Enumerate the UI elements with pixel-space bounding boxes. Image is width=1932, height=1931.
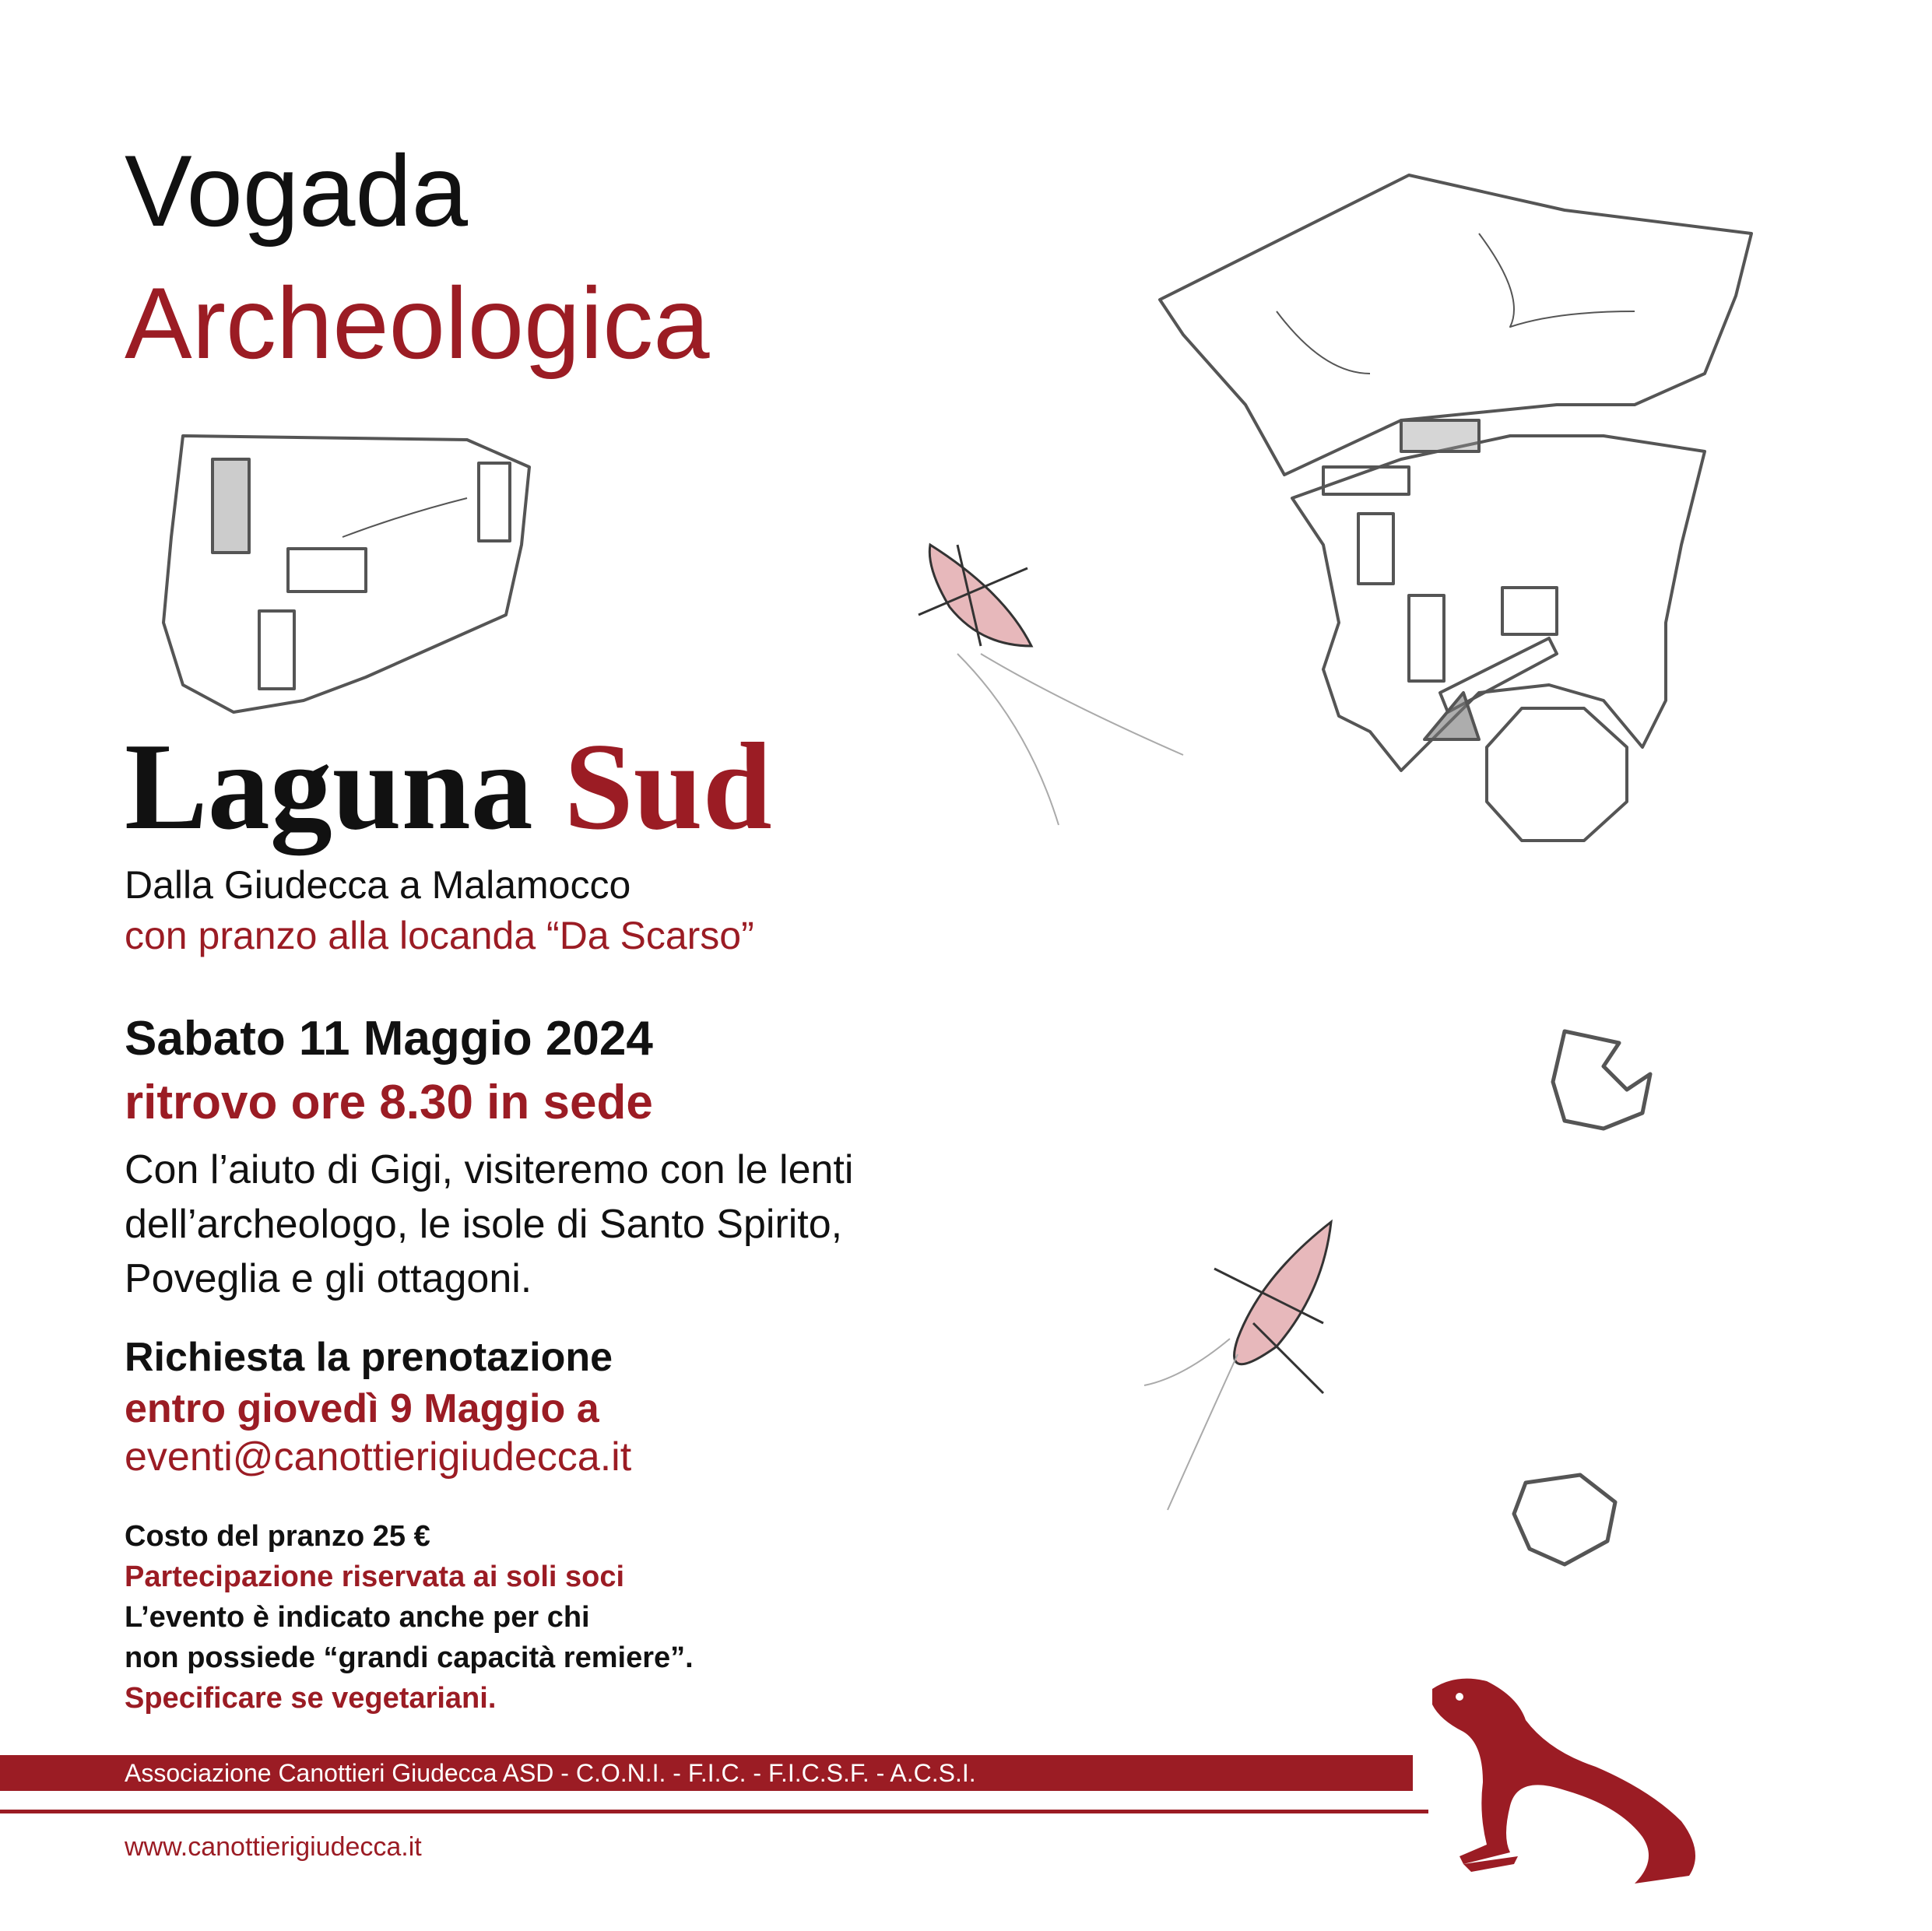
reservation-line-1: Richiesta la prenotazione xyxy=(125,1335,613,1380)
footer-divider xyxy=(0,1810,1428,1813)
description-line-3: Poveglia e gli ottagoni. xyxy=(125,1256,532,1301)
event-date: Sabato 11 Maggio 2024 xyxy=(125,1012,653,1066)
footer-association: Associazione Canottieri Giudecca ASD - C.O.N.I. - F.I.C. - F.I.C.S.F. - A.C.S.I. xyxy=(125,1759,976,1787)
description-line-2: dell’archeologo, le isole di Santo Spirito, xyxy=(125,1202,843,1247)
island-building-1 xyxy=(213,459,249,553)
island-building-3 xyxy=(288,549,366,592)
note-line-3: L’evento è indicato anche per chi xyxy=(125,1601,590,1634)
reservation-line-2: entro giovedì 9 Maggio a xyxy=(125,1386,599,1431)
island-building-4 xyxy=(259,611,294,689)
island-building-8 xyxy=(1409,595,1444,681)
island-inner-lines xyxy=(1277,233,1635,374)
island-shore-line xyxy=(342,498,467,537)
octagon-fort-outline xyxy=(1487,708,1627,841)
note-vegetarian: Specificare se vegetariani. xyxy=(125,1682,497,1715)
website-link[interactable]: www.canottierigiudecca.it xyxy=(125,1832,422,1862)
island-building-9 xyxy=(1502,588,1557,634)
note-members: Partecipazione riservata ai soli soci xyxy=(125,1561,625,1593)
title-line-2: Archeologica xyxy=(125,266,710,380)
meeting-time: ritrovo ore 8.30 in sede xyxy=(125,1076,653,1129)
seal-logo-icon xyxy=(1432,1679,1695,1884)
subtitle-word-1: Laguna xyxy=(125,717,533,855)
subtitle-word-2: Sud xyxy=(564,717,772,855)
route-line-2: con pranzo alla locanda “Da Scarso” xyxy=(125,914,754,957)
rowing-boat-1 xyxy=(919,545,1183,825)
description-line-1: Con l’aiuto di Gigi, visiteremo con le lenti xyxy=(125,1147,854,1192)
note-line-4: non possiede “grandi capacità remiere”. xyxy=(125,1641,694,1674)
note-cost: Costo del pranzo 25 € xyxy=(125,1520,430,1553)
island-poveglia-south-outline xyxy=(1292,436,1705,771)
islet-1 xyxy=(1553,1031,1650,1129)
title-line-1: Vogada xyxy=(125,134,469,248)
island-building-7 xyxy=(1358,514,1393,584)
rowing-boat-2 xyxy=(1144,1222,1331,1510)
island-building-5 xyxy=(1401,420,1479,451)
island-building-2 xyxy=(479,463,510,541)
reservation-email-link[interactable]: eventi@canottierigiudecca.it xyxy=(125,1434,632,1480)
subtitle xyxy=(125,716,772,856)
islet-2 xyxy=(1514,1475,1615,1564)
route-line-1: Dalla Giudecca a Malamocco xyxy=(125,863,631,907)
